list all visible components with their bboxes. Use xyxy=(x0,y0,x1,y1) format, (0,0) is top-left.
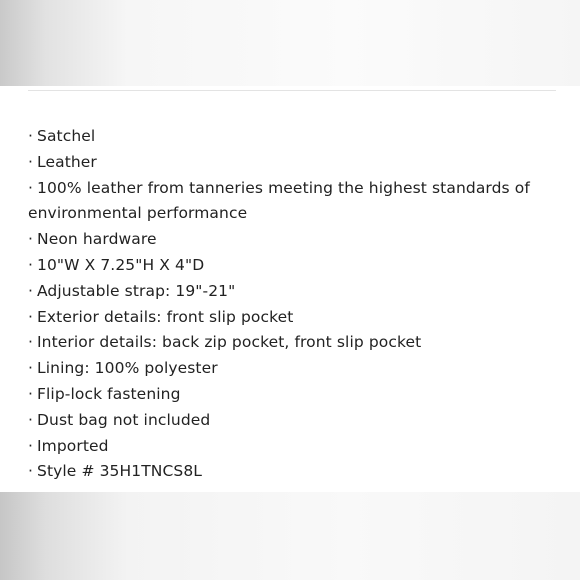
detail-text: Leather xyxy=(37,152,97,171)
bullet: · xyxy=(28,333,34,352)
product-details-card xyxy=(2,86,580,492)
product-details-list xyxy=(28,124,568,485)
detail-item xyxy=(28,279,568,305)
detail-text: Adjustable strap: 19"-21" xyxy=(37,281,236,300)
detail-item xyxy=(28,227,568,253)
detail-text: Neon hardware xyxy=(37,230,157,249)
detail-item xyxy=(28,124,568,150)
detail-text: Flip-lock fastening xyxy=(37,384,181,403)
detail-text: Style # 35H1TNCS8L xyxy=(37,462,203,481)
detail-item xyxy=(28,150,568,176)
bullet: · xyxy=(28,127,34,145)
detail-text: Lining: 100% polyester xyxy=(37,359,218,378)
detail-text: Dust bag not included xyxy=(37,410,211,429)
bullet: · xyxy=(28,436,34,455)
detail-text: Interior details: back zip pocket, front slip pocket xyxy=(37,333,422,352)
bullet: · xyxy=(28,230,34,249)
detail-item xyxy=(28,382,568,408)
bullet: · xyxy=(28,281,34,300)
bullet: · xyxy=(28,384,34,403)
detail-item xyxy=(28,253,568,279)
bullet: · xyxy=(28,307,34,326)
divider xyxy=(28,90,556,91)
background-bottom xyxy=(0,492,580,580)
detail-text: Satchel xyxy=(37,127,96,145)
bullet: · xyxy=(28,462,34,481)
detail-item xyxy=(28,408,568,434)
detail-item xyxy=(28,305,568,331)
bullet: · xyxy=(28,255,34,274)
detail-item xyxy=(28,356,568,382)
detail-text: Imported xyxy=(37,436,109,455)
detail-item xyxy=(28,434,568,460)
bullet: · xyxy=(28,152,34,171)
background-top xyxy=(0,0,580,86)
detail-item xyxy=(28,459,568,485)
detail-item xyxy=(28,330,568,356)
detail-text: 10"W X 7.25"H X 4"D xyxy=(37,255,205,274)
detail-text: 100% leather from tanneries meeting the highest standards of environmental performance xyxy=(28,178,530,223)
detail-text: Exterior details: front slip pocket xyxy=(37,307,294,326)
bullet: · xyxy=(28,359,34,378)
detail-item xyxy=(28,176,568,228)
bullet: · xyxy=(28,410,34,429)
bullet: · xyxy=(28,178,34,197)
